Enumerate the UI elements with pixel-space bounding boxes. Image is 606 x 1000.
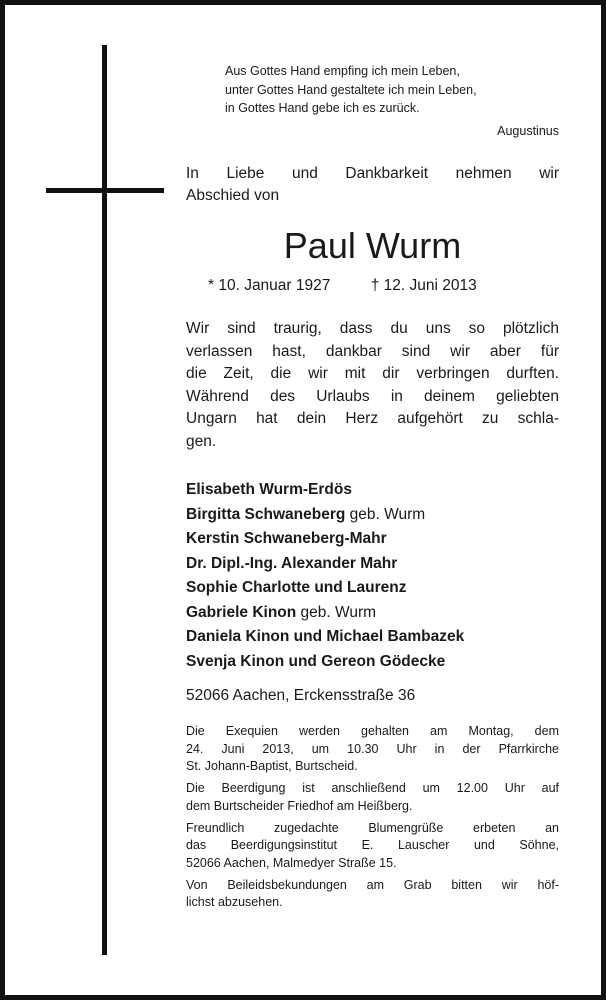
mourner	[186, 650, 559, 675]
condolence-note	[186, 877, 559, 912]
message-paragraph	[186, 318, 559, 453]
mourner	[186, 601, 559, 626]
burial-note	[186, 780, 559, 815]
mourner	[186, 576, 559, 601]
family-address: 52066 Aachen, Erckensstraße 36	[186, 687, 416, 704]
message-line: verlassen hast, dankbar sind wir aber für	[186, 342, 559, 360]
note-line: 52066 Aachen, Malmedyer Straße 15.	[186, 855, 397, 870]
message-line: Während des Urlaubs in deinem geliebten	[186, 387, 559, 405]
service-notes	[186, 723, 559, 916]
note-line: Die Exequien werden gehalten am Montag, dem	[186, 724, 559, 738]
mourner	[186, 625, 559, 650]
mourner-name: Svenja Kinon und Gereon Gödecke	[186, 652, 446, 670]
note-line: St. Johann-Baptist, Burtscheid.	[186, 759, 358, 774]
life-dates	[208, 276, 477, 296]
note-line: dem Burtscheider Friedhof am Heißberg.	[186, 798, 413, 813]
mourner-name: Daniela Kinon und Michael Bambazek	[186, 628, 465, 645]
note-line: 24. Juni 2013, um 10.30 Uhr in der Pfarrkirche	[186, 741, 559, 756]
message-line: Wir sind traurig, dass du uns so plötzlich	[186, 320, 559, 337]
death-date: † 12. Juni 2013	[370, 277, 477, 294]
note-line: das Beerdigungsinstitut E. Lauscher und Söhne,	[186, 838, 559, 853]
mourner-name: Elisabeth Wurm-Erdös	[186, 481, 352, 498]
mourner-suffix: geb. Wurm	[296, 603, 377, 621]
mourner	[186, 503, 559, 528]
flowers-note	[186, 820, 559, 873]
mourner-name: Dr. Dipl.-Ing. Alexander Mahr	[186, 554, 398, 572]
mourner	[186, 478, 559, 503]
verse-line: in Gottes Hand gebe ich es zurück.	[225, 101, 420, 115]
verse	[225, 62, 477, 118]
mourner-name: Gabriele Kinon	[186, 603, 297, 621]
mourner	[186, 552, 559, 577]
deceased-name: Paul Wurm	[283, 225, 462, 266]
funeral-mass-note	[186, 723, 559, 776]
cross-horizontal-bar	[46, 188, 164, 193]
intro-line: Abschied von	[186, 186, 280, 204]
mourner-name: Sophie Charlotte und Laurenz	[186, 579, 407, 596]
mourner-name: Kerstin Schwaneberg-Mahr	[186, 530, 387, 547]
verse-author: Augustinus	[497, 124, 559, 138]
message-line: die Zeit, die wir mit dir verbringen durften.	[186, 365, 559, 382]
note-line: Von Beileidsbekundungen am Grab bitten wir höf-	[186, 877, 559, 892]
cross-vertical-bar	[102, 45, 107, 955]
mourners-list	[186, 478, 559, 674]
verse-line: Aus Gottes Hand empfing ich mein Leben,	[225, 64, 460, 78]
message-line: Ungarn hat dein Herz aufgehört zu schla-	[186, 410, 559, 427]
intro-line: In Liebe und Dankbarkeit nehmen wir	[186, 165, 559, 182]
note-line: Die Beerdigung ist anschließend um 12.00 Uhr auf	[186, 781, 559, 796]
verse-line: unter Gottes Hand gestaltete ich mein Leben,	[225, 82, 477, 97]
intro-text	[186, 163, 559, 206]
mourner-suffix: geb. Wurm	[345, 505, 426, 523]
birth-date: * 10. Januar 1927	[208, 277, 331, 294]
mourner-name: Birgitta Schwaneberg	[186, 505, 346, 523]
note-line: Freundlich zugedachte Blumengrüße erbeten an	[186, 820, 559, 835]
mourner	[186, 527, 559, 552]
note-line: lichst abzusehen.	[186, 895, 283, 910]
message-line: gen.	[186, 432, 217, 450]
